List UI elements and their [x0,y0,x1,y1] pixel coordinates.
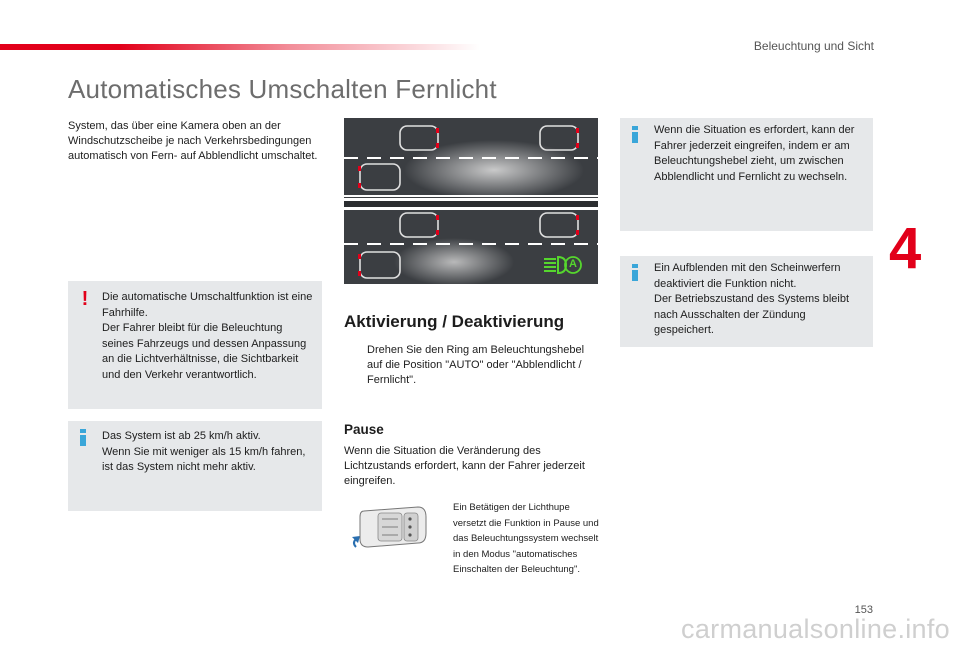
warning-line-2: Der Fahrer bleibt für die Beleuchtung seines Fahrzeugs und dessen Anpassung an die Lichtverhältnisse, die Sichtbarkeit und den Verkehr verantwortlich. [102,322,307,381]
warning-line-1: Die automatische Umschaltfunktion ist eine Fahrhilfe. [102,291,313,319]
info-icon [80,429,86,446]
activation-heading: Aktivierung / Deaktivierung [344,312,565,331]
watermark: carmanualsonline.info [681,614,950,644]
info-storage-line-1: Ein Aufblenden mit den Scheinwerfern deaktiviert die Funktion nicht. [654,262,841,290]
header-accent-bar [0,44,480,50]
road-illustration-high-beam [344,118,598,198]
page-number: 153 [854,604,873,616]
info-situation-text: Wenn die Situation es erfordert, kann der Fahrer jederzeit eingreifen, indem er am Beleuchtungshebel zieht, um zwischen Abblendlicht und Fernlicht zu wechseln. [654,124,855,183]
auto-badge-letter: A [569,258,577,270]
pause-step-text: Ein Betätigen der Lichthupe versetzt die Funktion in Pause und das Beleuchtungssystem wechselt in den Modus "automatisches Einschalten der Beleuchtung". [453,502,599,576]
info-box-speed [68,421,322,511]
info-speed-line-1: Das System ist ab 25 km/h aktiv. [102,430,261,442]
chapter-number: 4 [889,216,922,281]
light-lever-icon [348,503,428,551]
pause-heading: Pause [344,422,384,437]
info-icon [632,264,638,281]
info-box-situation [620,118,873,231]
info-box-storage [620,256,873,347]
auto-high-beam-icon [542,254,582,276]
illustration-separator [344,198,598,210]
activation-step-text: Drehen Sie den Ring am Beleuchtungshebel auf die Position "AUTO" oder "Abblendlicht / Fernlicht". [367,344,585,386]
warning-box [68,281,322,409]
warning-icon: ! [81,288,89,310]
pause-text: Wenn die Situation die Veränderung des Lichtzustands erfordert, kann der Fahrer jederzeit eingreifen. [344,445,585,487]
info-storage-line-2: Der Betriebszustand des Systems bleibt nach Ausschalten der Zündung gespeichert. [654,293,850,337]
section-title: Beleuchtung und Sicht [753,39,874,53]
info-speed-line-2: Wenn Sie mit weniger als 15 km/h fahren, ist das System nicht mehr aktiv. [102,445,306,474]
intro-text: System, das über eine Kamera oben an der Windschutzscheibe je nach Verkehrsbedingungen automatisch von Fern- auf Abblendlicht umschaltet. [68,120,318,162]
road-illustration-low-beam [344,210,598,284]
page-title: Automatisches Umschalten Fernlicht [68,74,497,104]
info-icon [632,126,638,143]
